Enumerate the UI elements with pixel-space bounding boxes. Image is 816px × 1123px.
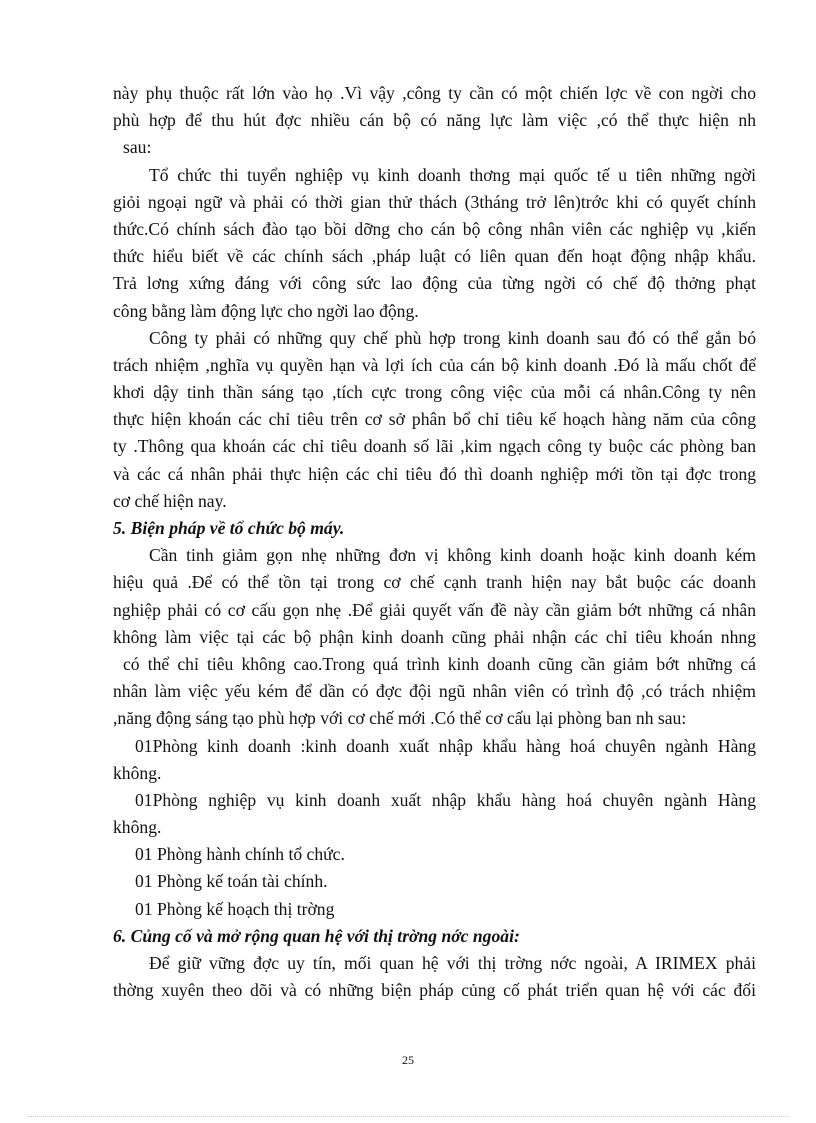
text-line: thức hiểu biết về các chính sách ,pháp luật có liên quan đến hoạt động nhập khẩu. (113, 246, 756, 267)
text-line: không làm việc tại các bộ phận kinh doanh cũng phải nhận các chỉ tiêu khoán nhng (113, 626, 756, 647)
page-number: 25 (402, 1053, 414, 1067)
text-line: 01Phòng kinh doanh :kinh doanh xuất nhập khẩu hàng hoá chuyên ngành Hàng (135, 735, 756, 756)
section-heading: 6. Củng cố và mở rộng quan hệ với thị trờng nớc ngoài: (113, 925, 520, 946)
text-line: nhân làm việc yếu kém để dần có đợc đội ngũ nhân viên có trình độ ,có trách nhiệm (113, 681, 756, 702)
text-line: thờng xuyên theo dõi và có những biện pháp củng cố phát triển quan hệ với các đối (113, 980, 756, 1001)
text-line: 01 Phòng kế toán tài chính. (135, 871, 328, 892)
text-line: Cần tinh giảm gọn nhẹ những đơn vị không kinh doanh hoặc kinh doanh kém (149, 545, 756, 566)
text-line: sau: (123, 137, 152, 158)
text-line: Trả lơng xứng đáng với công sức lao động của từng ngời có chế độ thởng phạt (113, 273, 756, 294)
section-heading: 5. Biện pháp về tổ chức bộ máy. (113, 518, 345, 538)
body-text (113, 80, 756, 1004)
text-line: công bằng làm động lực cho ngời lao động. (113, 300, 419, 321)
text-line: Tổ chức thi tuyển nghiệp vụ kinh doanh thơng mại quốc tế u tiên những ngời (149, 164, 756, 185)
text-line: thực hiện khoán các chỉ tiêu trên cơ sở phân bổ chỉ tiêu kế hoạch hàng năm của công (113, 409, 756, 430)
text-line: thức.Có chính sách đào tạo bồi dỡng cho cán bộ công nhân viên các nghiệp vụ ,kiến (113, 218, 756, 239)
text-line: không. (113, 762, 162, 783)
text-line: giỏi ngoại ngữ và phải có thời gian thử thách (3tháng trở lên)trớc khi có quyết chính (113, 191, 756, 212)
text-line: ty .Thông qua khoán các chỉ tiêu doanh số lãi ,kim ngạch công ty buộc các phòng ban (113, 436, 756, 457)
text-line: trách nhiệm ,nghĩa vụ quyền hạn và lợi ích của cán bộ kinh doanh .Đó là mấu chốt để (113, 354, 756, 375)
text-line: không. (113, 817, 162, 838)
text-line: 01Phòng nghiệp vụ kinh doanh xuất nhập khẩu hàng hoá chuyên ngành Hàng (135, 789, 756, 810)
text-line: ,năng động sáng tạo phù hợp với cơ chế mới .Có thể cơ cấu lại phòng ban nh sau: (113, 708, 687, 729)
text-line: này phụ thuộc rất lớn vào họ .Vì vậy ,công ty cần có một chiến lợc về con ngời cho (113, 83, 756, 103)
text-line: Để giữ vững đợc uy tín, mối quan hệ với thị trờng nớc ngoài, A IRIMEX phải (149, 953, 756, 973)
text-line: cơ chế hiện nay. (113, 490, 227, 511)
page-bottom-divider (28, 1116, 788, 1117)
text-line: phù hợp để thu hút đợc nhiều cán bộ có năng lực làm việc ,có thể thực hiện nh (113, 110, 756, 131)
text-line: và các cá nhân phải thực hiện các chỉ tiêu đó thì doanh nghiệp mới tồn tại đợc trong (113, 463, 756, 484)
text-line: hiệu quả .Để có thể tồn tại trong cơ chế cạnh tranh hiện nay bắt buộc các doanh (113, 572, 756, 593)
text-line: Công ty phải có những quy chế phù hợp trong kinh doanh sau đó có thể gắn bó (149, 327, 756, 348)
text-line: có thể chỉ tiêu không cao.Trong quá trình kinh doanh cũng cần giảm bớt những cá (123, 653, 756, 674)
text-line: 01 Phòng kế hoạch thị trờng (135, 898, 335, 919)
text-line: nghiệp phải có cơ cấu gọn nhẹ .Để giải quyết vấn đề này cần giảm bớt những cá nhân (113, 599, 756, 620)
text-line: khơi dậy tinh thần sáng tạo ,tích cực trong công việc của mỗi cá nhân.Công ty nên (113, 382, 756, 403)
text-line: 01 Phòng hành chính tổ chức. (135, 844, 345, 865)
